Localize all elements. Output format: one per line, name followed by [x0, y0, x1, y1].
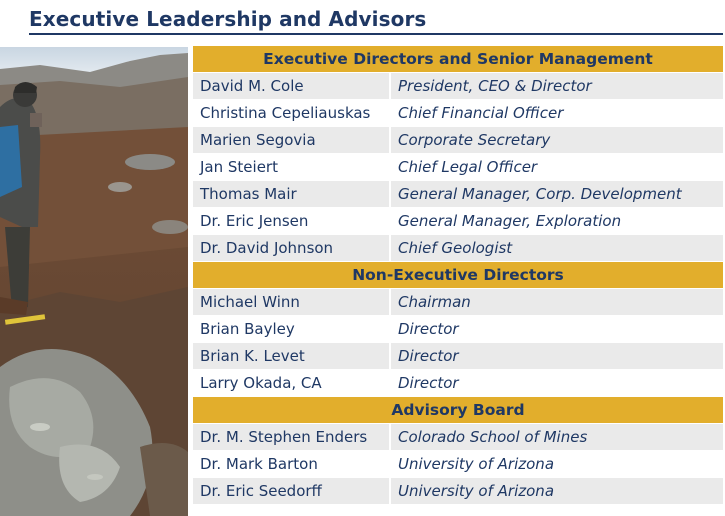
table-row [193, 235, 723, 261]
person-role: Corporate Secretary [398, 131, 551, 149]
section-header-advisory: Advisory Board [193, 397, 723, 423]
person-name: Dr. Eric Jensen [193, 208, 391, 234]
table-row [193, 451, 723, 477]
person-name: Brian Bayley [193, 316, 391, 342]
person-role: Director [398, 320, 459, 338]
table-row [193, 424, 723, 450]
person-name: Thomas Mair [193, 181, 391, 207]
person-name: Christina Cepeliauskas [193, 100, 391, 126]
table-row [193, 289, 723, 315]
table-row [193, 343, 723, 369]
person-role: Colorado School of Mines [398, 428, 588, 446]
table-row [193, 181, 723, 207]
person-role: President, CEO & Director [398, 77, 592, 95]
table-row [193, 100, 723, 126]
field-photo [0, 47, 188, 516]
person-role: Chairman [398, 293, 471, 311]
person-name: Michael Winn [193, 289, 391, 315]
person-role: Chief Geologist [398, 239, 513, 257]
person-role: Director [398, 347, 459, 365]
person-role: Chief Legal Officer [398, 158, 538, 176]
leadership-table [193, 46, 723, 505]
person-name: Larry Okada, CA [193, 370, 391, 396]
person-name: Dr. Mark Barton [193, 451, 391, 477]
person-name: Dr. M. Stephen Enders [193, 424, 391, 450]
table-row [193, 478, 723, 504]
table-row [193, 127, 723, 153]
table-row [193, 208, 723, 234]
title-divider [29, 33, 723, 35]
person-name: Brian K. Levet [193, 343, 391, 369]
table-row [193, 154, 723, 180]
person-role: Director [398, 374, 459, 392]
person-role: University of Arizona [398, 455, 555, 473]
table-row [193, 370, 723, 396]
table-row [193, 73, 723, 99]
person-name: Dr. David Johnson [193, 235, 391, 261]
page-title: Executive Leadership and Advisors [29, 7, 427, 31]
person-name: Marien Segovia [193, 127, 391, 153]
person-name: Jan Steiert [193, 154, 391, 180]
person-role: General Manager, Exploration [398, 212, 622, 230]
person-role: Chief Financial Officer [398, 104, 564, 122]
person-name: Dr. Eric Seedorff [193, 478, 391, 504]
section-header-executive: Executive Directors and Senior Management [193, 46, 723, 72]
person-role: University of Arizona [398, 482, 555, 500]
person-role: General Manager, Corp. Development [398, 185, 682, 203]
section-header-non-executive: Non-Executive Directors [193, 262, 723, 288]
table-row [193, 316, 723, 342]
person-name: David M. Cole [193, 73, 391, 99]
